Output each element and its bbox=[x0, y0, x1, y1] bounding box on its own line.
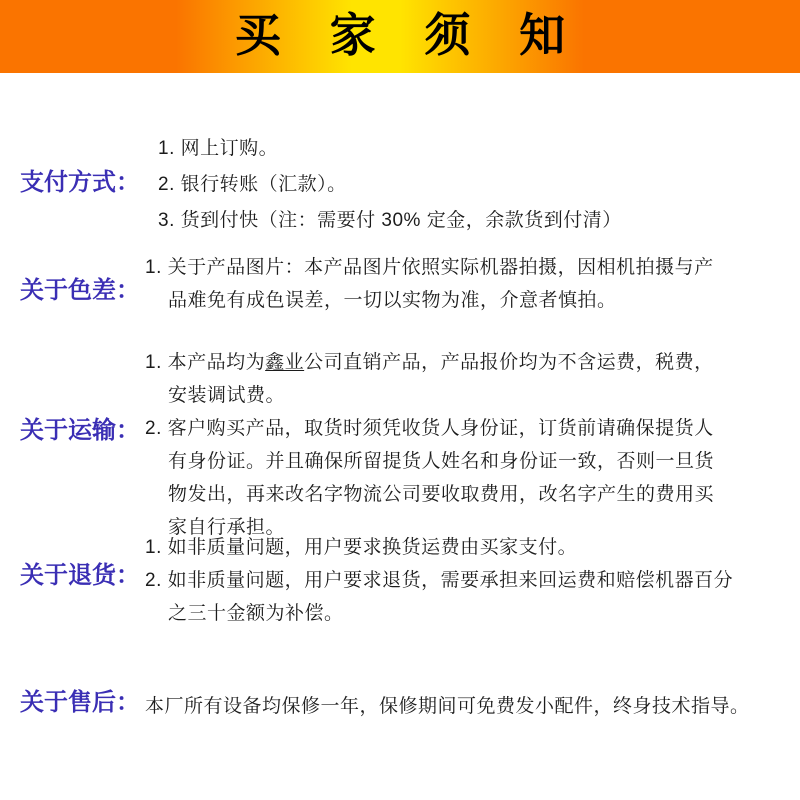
page-title: 买 家 须 知 bbox=[234, 9, 584, 61]
payment-item-2: 2. 银行转账（汇款）。 bbox=[158, 174, 347, 195]
color-diff-item-1: 1. 关于产品图片：本产品图片依照实际机器拍摄，因相机拍摄与产品难免有成色误差，一切以实物为准，介意者慎拍。 bbox=[145, 257, 714, 311]
after-sales-text: 本厂所有设备均保修一年，保修期间可免费发小配件，终身技术指导。 bbox=[145, 696, 750, 717]
section-label-after-sales: 关于售后： bbox=[20, 689, 140, 716]
section-label-color-diff: 关于色差： bbox=[20, 277, 140, 304]
section-content-returns bbox=[145, 531, 737, 630]
section-label-payment: 支付方式： bbox=[20, 169, 140, 196]
banner bbox=[0, 0, 800, 73]
returns-item-2: 2. 如非质量问题，用户要求退货，需要承担来回运费和赔偿机器百分之三十金额为补偿。 bbox=[145, 570, 734, 624]
shipping-item-2: 2. 客户购买产品，取货时须凭收货人身份证，订货前请确保提货人有身份证。并且确保所留提货人姓名和身份证一致，否则一旦货物发出，再来改名字物流公司要收取费用，改名字产生的费用买家自行承担。 bbox=[145, 418, 715, 538]
section-content-payment bbox=[158, 131, 768, 239]
section-content-color-diff bbox=[145, 251, 729, 317]
section-label-shipping: 关于运输： bbox=[20, 417, 140, 444]
shipping-item-1: 1. 本产品均为鑫业公司直销产品，产品报价均为不含运费，税费，安装调试费。 bbox=[145, 352, 714, 406]
payment-item-1: 1. 网上订购。 bbox=[158, 138, 279, 159]
payment-item-3: 3. 货到付快（注：需要付 30% 定金，余款货到付清） bbox=[158, 210, 622, 231]
section-content-shipping bbox=[145, 346, 729, 544]
returns-item-1: 1. 如非质量问题，用户要求换货运费由买家支付。 bbox=[145, 537, 578, 558]
section-label-returns: 关于退货： bbox=[20, 562, 140, 589]
section-content-after-sales bbox=[145, 690, 790, 723]
